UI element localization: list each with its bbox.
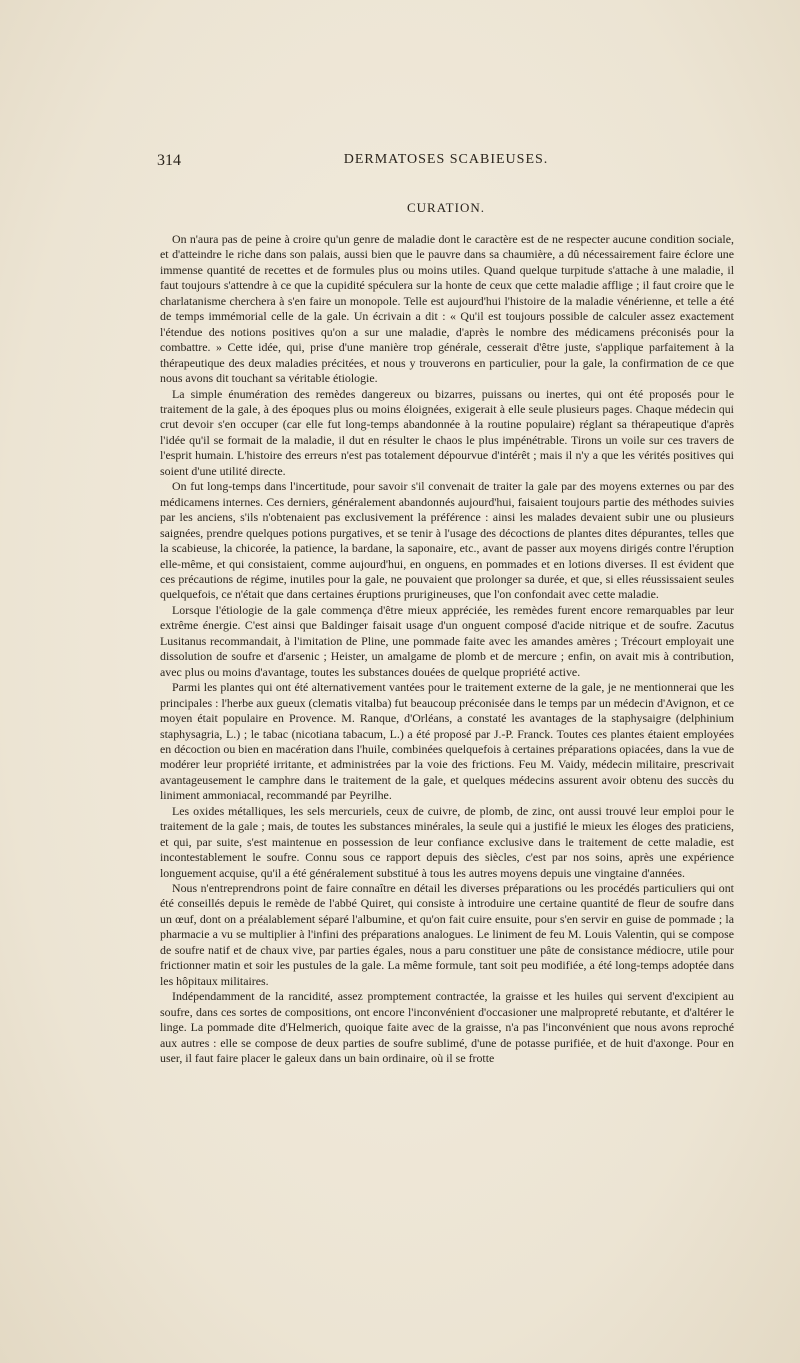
page-header: [157, 152, 735, 174]
running-head: DERMATOSES SCABIEUSES.: [343, 152, 549, 167]
paragraph: Lorsque l'étiologie de la gale commença d'être mieux appréciée, les remèdes furent encore remarquables par leur extrême énergie. C'est ainsi que Baldinger faisait usage d'un onguent composé d'acide nitrique et de soufre. Zacutus Lusitanus recommandait, à l'imitation de Pline, une pommade faite avec les amandes amères ; Trécourt employait une dissolution de soufre et d'arsenic ; Heister, un amalgame de plomb et de mercure ; enfin, on avait mis à contribution, avec plus ou moins d'avantage, toutes les substances douées de quelque propriété active.: [160, 602, 734, 679]
paragraph: La simple énumération des remèdes dangereux ou bizarres, puissans ou inertes, qui ont été proposés pour le traitement de la gale, à des époques plus ou moins éloignées, exigerait à elle seule plusieurs pages. Chaque médecin qui crut devoir s'en occuper (car elle fut long-temps abandonnée à la routine populaire) réglant sa thérapeutique d'après l'idée qu'il se formait de la maladie, il dut en résulter le chaos le plus impénétrable. Tirons un voile sur ces travers de l'esprit humain. L'histoire des erreurs n'est pas totalement dépourvue d'intérêt ; mais il n'y a que les vérités positives qui soient d'une utilité directe.: [160, 386, 734, 478]
paragraph: On fut long-temps dans l'incertitude, pour savoir s'il convenait de traiter la gale par des moyens externes ou par des médicamens internes. Ces derniers, généralement abandonnés aujourd'hui, faisaient toujours partie des méthodes suivies par les anciens, s'ils n'obtenaient pas exclusivement la préférence : ainsi les malades devaient subir une ou plusieurs saignées, prendre quelques potions purgatives, et se tenir à l'usage des décoctions de plantes dites dépurantes, telles que la scabieuse, la chicorée, la patience, la bardane, la saponaire, etc., avant de passer aux moyens dirigés contre l'éruption elle-même, et qui consistaient, comme aujourd'hui, en onguens, en pommades et en lotions diverses. Il est évident que ces précautions de régime, inutiles pour la gale, ne pouvaient que prolonger sa durée, et que, si elles réussissaient seules quelquefois, ce n'était que dans certaines éruptions prurigineuses, que l'on confondait avec cette maladie.: [160, 479, 734, 602]
paragraph: On n'aura pas de peine à croire qu'un genre de maladie dont le caractère est de ne respecter aucune condition sociale, et d'atteindre le riche dans son palais, aussi bien que le pauvre dans sa chaumière, a dû nécessairement faire éclore une immense quantité de recettes et de formules plus ou moins utiles. Quand quelque turpitude s'attache à une maladie, il faut toujours s'attendre à ce que la cupidité spéculera sur la honte de ceux que cette maladie afflige ; il faut croire que le charlatanisme cherchera à s'en faire un monopole. Telle est aujourd'hui l'histoire de la maladie vénérienne, et telle a été de temps immémorial celle de la gale. Un écrivain a dit : « Qu'il est toujours possible de calculer assez exactement l'étendue des notions positives qu'on a sur une maladie, d'après le nombre des médicamens préconisés pour la combattre. » Cette idée, qui, prise d'une manière trop générale, cesserait d'être juste, s'applique parfaitement à la thérapeutique des deux maladies précitées, et nous y trouverons en particulier, pour la gale, la confirmation de ce que nous avons dit touchant sa véritable étiologie.: [160, 232, 734, 386]
paragraph: Les oxides métalliques, les sels mercuriels, ceux de cuivre, de plomb, de zinc, ont aussi trouvé leur emploi pour le traitement de la gale ; mais, de toutes les substances minérales, la seule qui a justifié le mieux les éloges des praticiens, et qui, par suite, s'est maintenue en possession de leur confiance exclusive dans le traitement de cette maladie, est incontestablement le soufre. Connu sous ce rapport depuis des siècles, c'est par nos soins, après une expérience longuement acquise, qu'il a été généralement substitué à tous les autres moyens depuis une vingtaine d'années.: [160, 803, 734, 880]
body-text: [160, 232, 734, 1066]
page-number: 314: [157, 152, 181, 169]
paragraph: Nous n'entreprendrons point de faire connaître en détail les diverses préparations ou les procédés particuliers qui ont été conseillés depuis le remède de l'abbé Quiret, qui consiste à introduire une certaine quantité de fleur de soufre dans un œuf, dont on a préalablement séparé l'albumine, et qu'on fait cuire ensuite, pour s'en servir en guise de pommade ; la pharmacie a vu se multiplier à l'infini des préparations analogues. Le liniment de feu M. Louis Valentin, qui se compose de soufre natif et de chaux vive, par parties égales, nous a paru constituer une pâte de consistance médiocre, utile pour frictionner matin et soir les pustules de la gale. La même formule, tant soit peu modifiée, a été long-temps adoptée dans les hôpitaux militaires.: [160, 881, 734, 988]
section-title: CURATION.: [407, 200, 485, 215]
paragraph: Indépendamment de la rancidité, assez promptement contractée, la graisse et les huiles qui servent d'excipient au soufre, dans ces sortes de compositions, ont encore l'inconvénient d'occasioner une malpropreté rebutante, et d'altérer le linge. La pommade dite d'Helmerich, quoique faite avec de la graisse, n'a pas l'inconvénient que nous avons reproché aux autres : elle se compose de deux parties de soufre sublimé, d'une de potasse purifiée, et de huit d'axonge. Pour en user, il faut faire placer le galeux dans un bain ordinaire, où il se frotte: [160, 989, 734, 1066]
paragraph: Parmi les plantes qui ont été alternativement vantées pour le traitement externe de la gale, je ne mentionnerai que les principales : l'herbe aux gueux (clematis vitalba) fut beaucoup préconisée dans le temps par un médecin d'Avignon, et ce moyen était populaire en Provence. M. Ranque, d'Orléans, a constaté les avantages de la staphysaigre (delphinium staphysagria, L.) ; le tabac (nicotiana tabacum, L.) a été proposé par J.-P. Franck. Toutes ces plantes étaient employées en décoction ou bien en macération dans l'huile, combinées quelquefois à certaines préparations opiacées, dans la vue de modérer leur propriété irritante, et administrées par la voie des frictions. Feu M. Vaidy, médecin militaire, prescrivait avantageusement le camphre dans le traitement de la gale, et quelques médecins assurent avoir obtenu des succès du liniment ammoniacal, recommandé par Peyrilhe.: [160, 680, 734, 803]
